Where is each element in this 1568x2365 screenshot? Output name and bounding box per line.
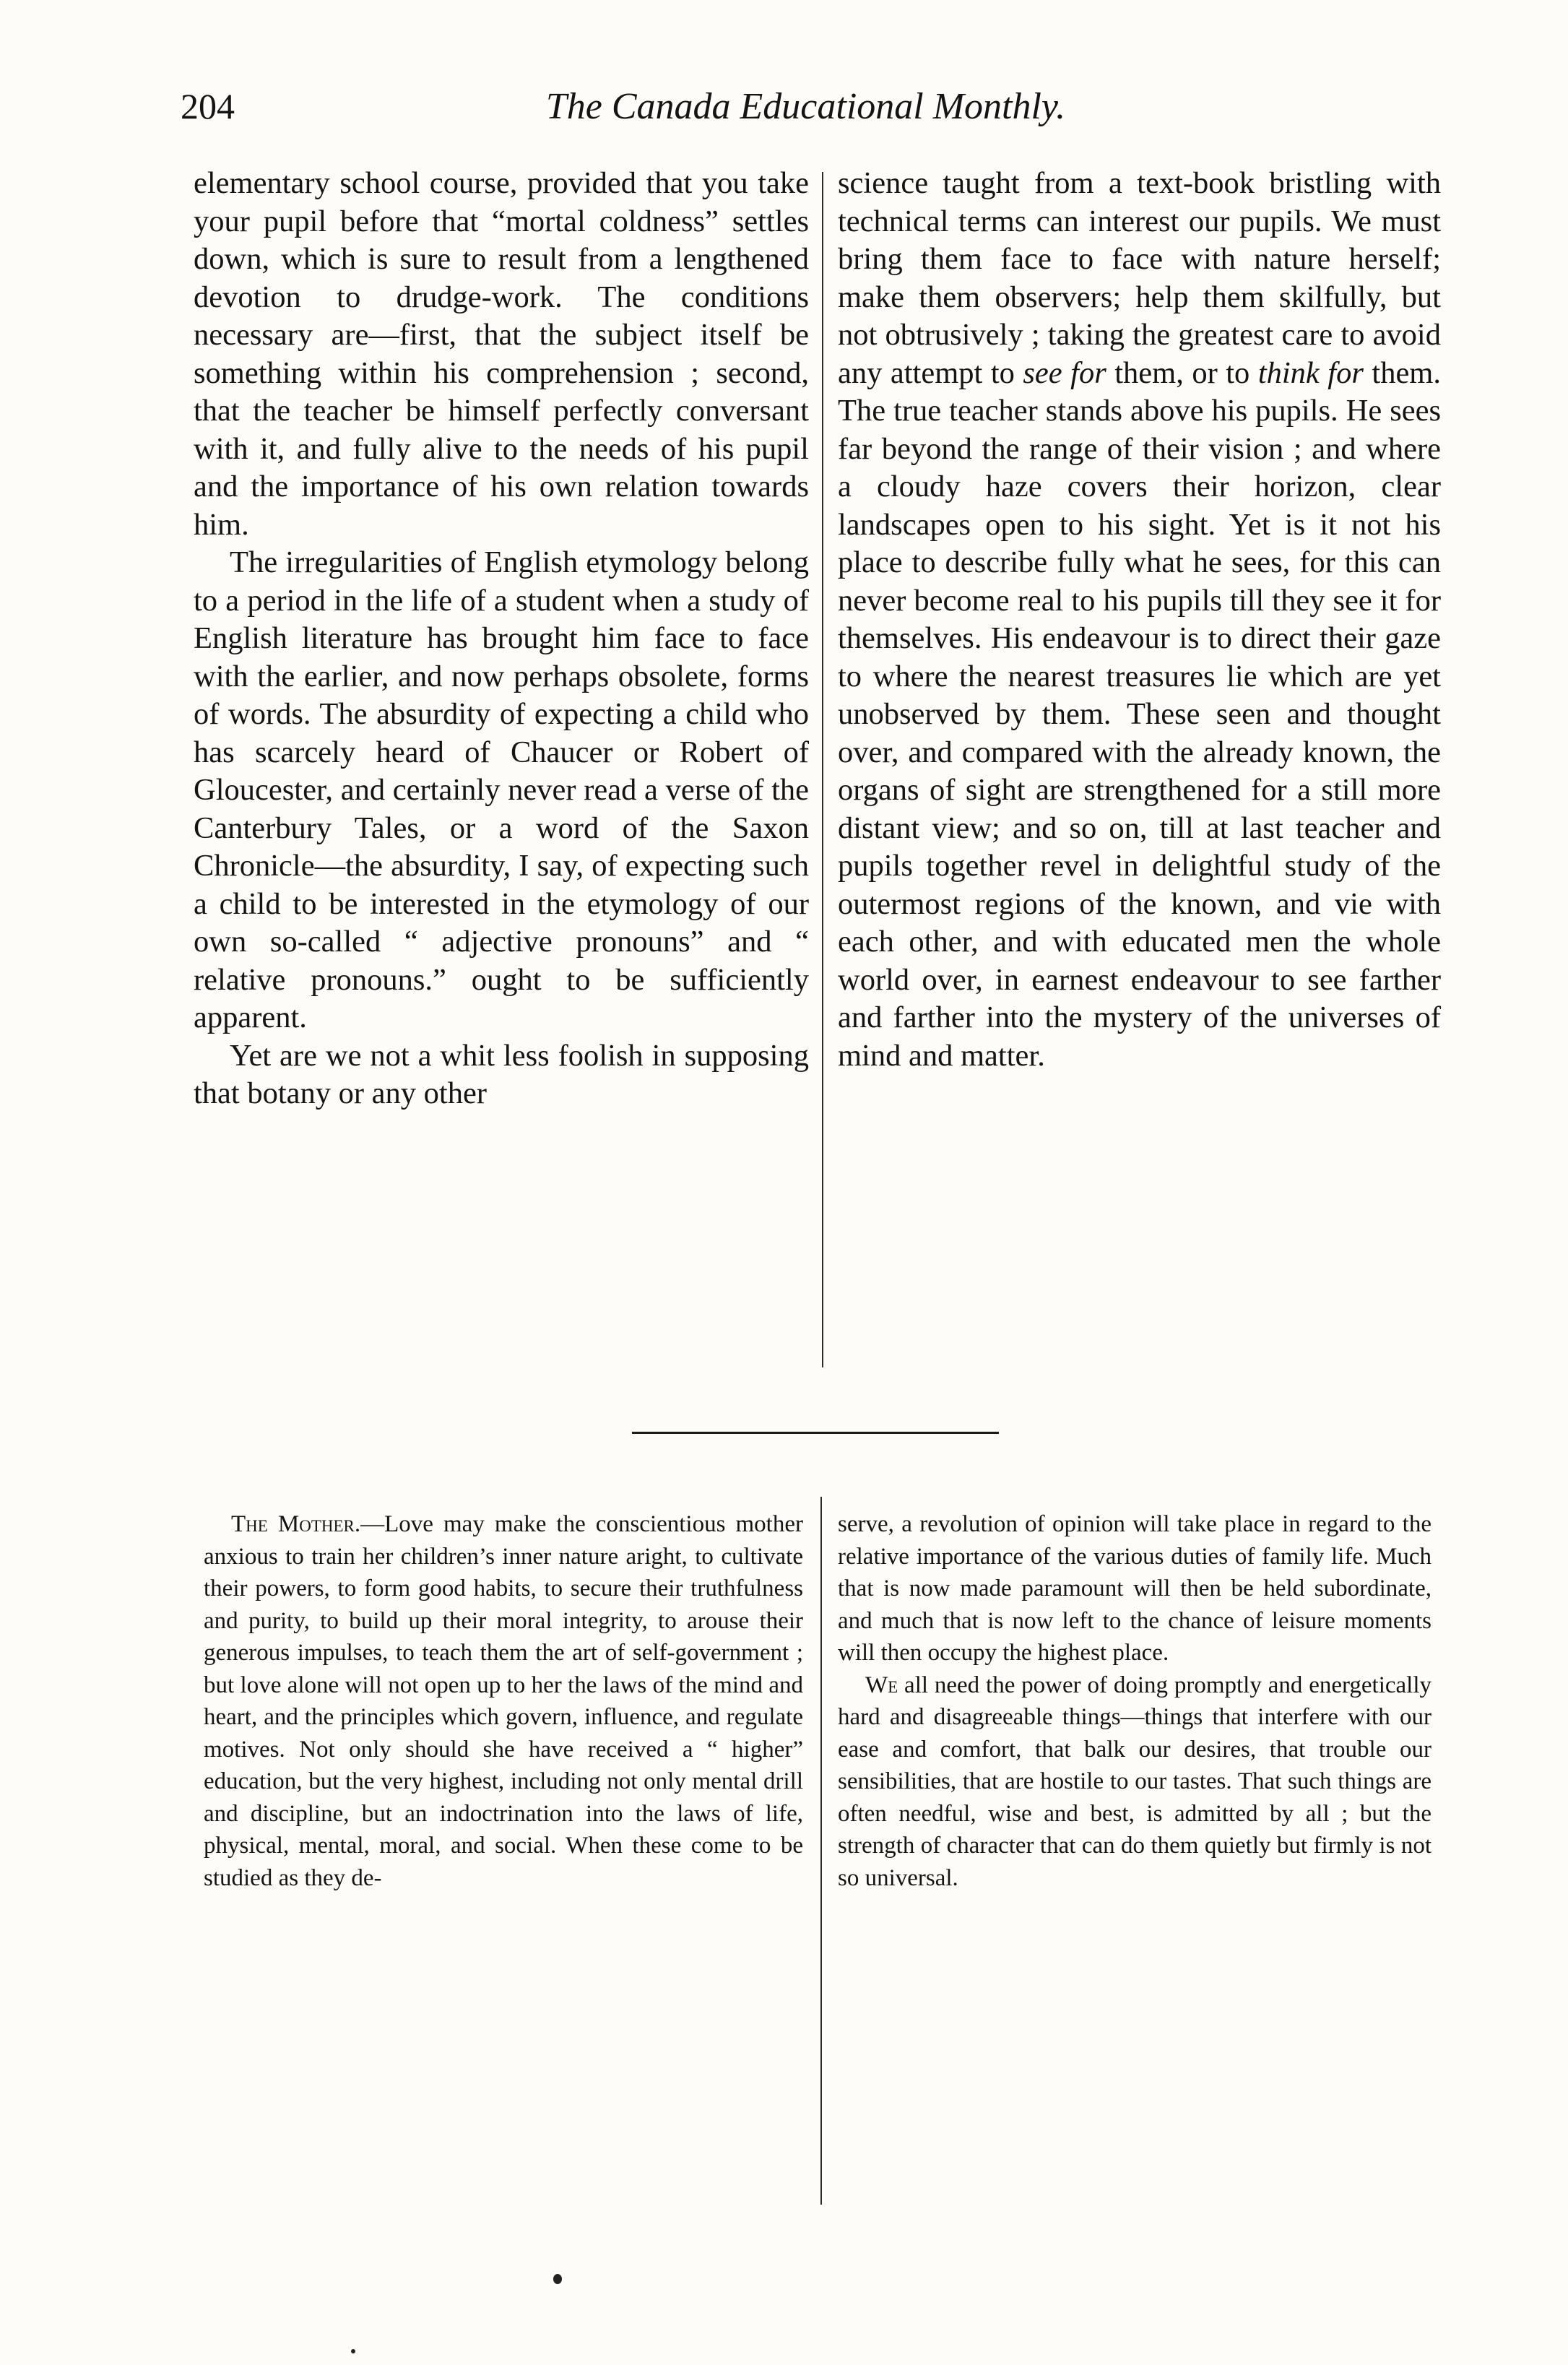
ink-speck <box>553 2274 562 2284</box>
section-divider <box>632 1432 999 1434</box>
text-span: all need the power of doing promptly and energetically hard and disagreeable things—things that interfere with our ease and comfort, that balk our desires, that trouble our sensibilities, that are hostile to our tastes. That such things are often needful, wise and best, is admitted by all ; but the strength of character that can do them quietly but firmly is not so universal. <box>838 1672 1431 1891</box>
upper-right-column <box>838 165 1441 1075</box>
paragraph-elementary-course: elementary school course, provided that you take your pupil before that “mortal coldness” settles down, which is sure to result from a lengthened devotion to drudge-work. The conditions necessary are—first, that the subject itself be something within his comprehension ; second, that the teacher be himself perfectly conversant with it, and fully alive to the needs of his pupil and the importance of his own relation towards him. <box>194 166 809 542</box>
upper-left-column <box>194 165 809 1113</box>
running-head <box>173 85 1395 143</box>
lower-left-column <box>204 1508 803 1894</box>
paragraph-family-duties: serve, a revolution of opinion will take place in regard to the relative importance of the various duties of family life. Much that is now made paramount will then be held subordinate, and much that is now left to the chance of leisure moments will then occupy the highest place. <box>838 1511 1431 1666</box>
journal-title: The Canada Educational Monthly. <box>545 86 1066 127</box>
text-span: —Love may make the conscientious mother anxious to train her children’s inner nature aright, to cultivate their powers, to form good habits, to secure their truthfulness and purity, to build up their moral integrity, to arouse their generous impulses, to teach them the art of self-government ; but love alone will not open up to her the laws of the mind and heart, and the principles which govern, influence, and regulate motives. Not only should she have received a “ higher” education, but the very highest, including not only mental drill and discipline, but an indoctrination into the laws of life, physical, mental, moral, and social. When these come to be studied as they de- <box>204 1511 803 1891</box>
text-span: science taught from a text-book bristling with technical terms can interest our pupils. We must bring them face to face with nature herself; make them observers; help them skilfully, but not obtrusively ; taking the greatest care to avoid any attempt to <box>838 166 1441 390</box>
paragraph-science-teaching <box>838 165 1441 1075</box>
paragraph-hard-things <box>838 1669 1431 1895</box>
column-divider <box>820 1497 822 2205</box>
emphasis-think-for: think for <box>1257 355 1364 390</box>
lead-word: We <box>865 1672 898 1698</box>
lower-right-column <box>838 1508 1431 1894</box>
text-span: them, or to <box>1106 355 1258 390</box>
item-heading: The Mother. <box>231 1511 361 1537</box>
paragraph-the-mother <box>204 1508 803 1894</box>
column-divider <box>822 172 823 1367</box>
text-span: them. The true teacher stands above his pupils. He sees far beyond the range of their vision ; and where a cloudy haze covers their horizon, clear landscapes open to his sight. Yet is it not his place to describe fully what he sees, for this can never become real to his pupils till they see it for themselves. His endeavour is to direct their gaze to where the nearest treasures lie which are yet unobserved by them. These seen and thought over, and compared with the already known, the organs of sight are strengthened for a still more distant view; and so on, till at last teacher and pupils together revel in delightful study of the outermost regions of the known, and vie with each other, and with educated men the whole world over, in earnest endeavour to see farther and farther into the mystery of the universes of mind and matter. <box>838 355 1441 1073</box>
page-number: 204 <box>181 86 235 126</box>
emphasis-see-for: see for <box>1023 355 1106 390</box>
paragraph-etymology: The irregularities of English etymology belong to a period in the life of a student when a study of English literature has brought him face to face with the earlier, and now perhaps obsolete, forms of words. The absurdity of expecting a child who has scarcely heard of Chaucer or Robert of Gloucester, and certainly never read a verse of the Canterbury Tales, or a word of the Saxon Chronicle—the absurdity, I say, of expecting such a child to be interested in the etymology of our own so-called “ adjective pronouns” and “ relative pronouns.” ought to be sufficiently apparent. <box>194 545 809 1034</box>
paragraph-botany: Yet are we not a whit less foolish in supposing that botany or any other <box>194 1038 809 1110</box>
ink-speck <box>351 2349 355 2353</box>
